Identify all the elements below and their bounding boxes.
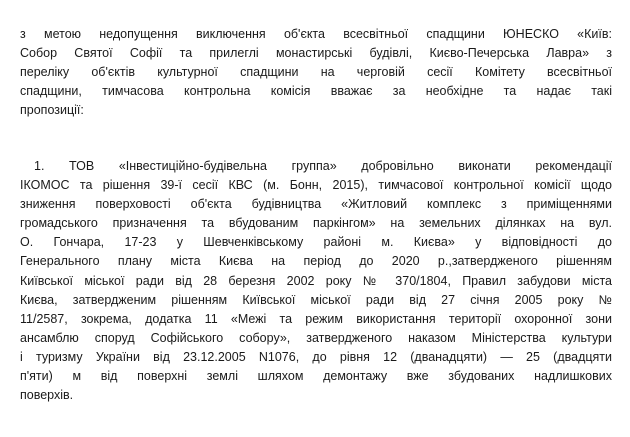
text-line: з метою недопущення виключення об'єкта всесвітньої спадщини ЮНЕСКО «Київ:	[20, 27, 612, 41]
text-line: Генерального плану міста Києва на період до 2020 р.,затвердженого рішенням	[20, 254, 612, 269]
text-line: ІКОМОС та рішення 39-ї сесії КВС (м. Бонн, 2015), тимчасової контрольної комісії щодо	[20, 178, 612, 193]
text-line: зниження поверховості об'єкта будівництва «Житловий комплекс з приміщеннями	[20, 197, 612, 212]
text-line: О. Гончара, 17-23 у Шевченківському районі м. Києва» у відповідності до	[20, 235, 612, 250]
text-line: поверхів.	[20, 388, 74, 403]
text-line: 1. ТОВ «Інвестиційно-будівельна группа» добровільно виконати рекомендації	[34, 159, 612, 173]
text-line: і туризму України від 23.12.2005 N1076, до рівня 12 (дванадцяти) — 25 (двадцяти	[20, 349, 612, 364]
text-line: Київської міської ради від 28 березня 2002 року № 370/1804, Правил забудови міста	[20, 273, 612, 288]
paragraph-intro	[20, 25, 612, 120]
text-line: переліку об'єктів культурної спадщини на черговій сесії Комітету всесвітньої	[20, 65, 612, 80]
text-line: 11/2587, зокрема, додатка 11 «Межі та режим використання території охоронної зони	[20, 311, 612, 326]
text-line: Києва, затвердженим рішенням Київської міської ради від 27 січня 2005 року №	[20, 292, 612, 307]
text-line: спадщини, тимчасова контрольна комісія вважає за необхідне та надає такі	[20, 84, 612, 99]
text-line: п'яти) м від поверхні землі шляхом демонтажу вже збудованих надлишкових	[20, 369, 612, 384]
text-line: пропозиції:	[20, 103, 84, 118]
text-line: ансамблю споруд Софійського собору», затвердженого наказом Міністерства культури	[20, 330, 612, 345]
text-line: громадського призначення та вбудованим паркінгом» на земельних ділянках на вул.	[20, 216, 612, 231]
text-line: Собор Святої Софії та прилеглі монастирські будівлі, Києво-Печерська Лавра» з	[20, 46, 612, 61]
paragraph-proposal-1	[20, 157, 612, 405]
